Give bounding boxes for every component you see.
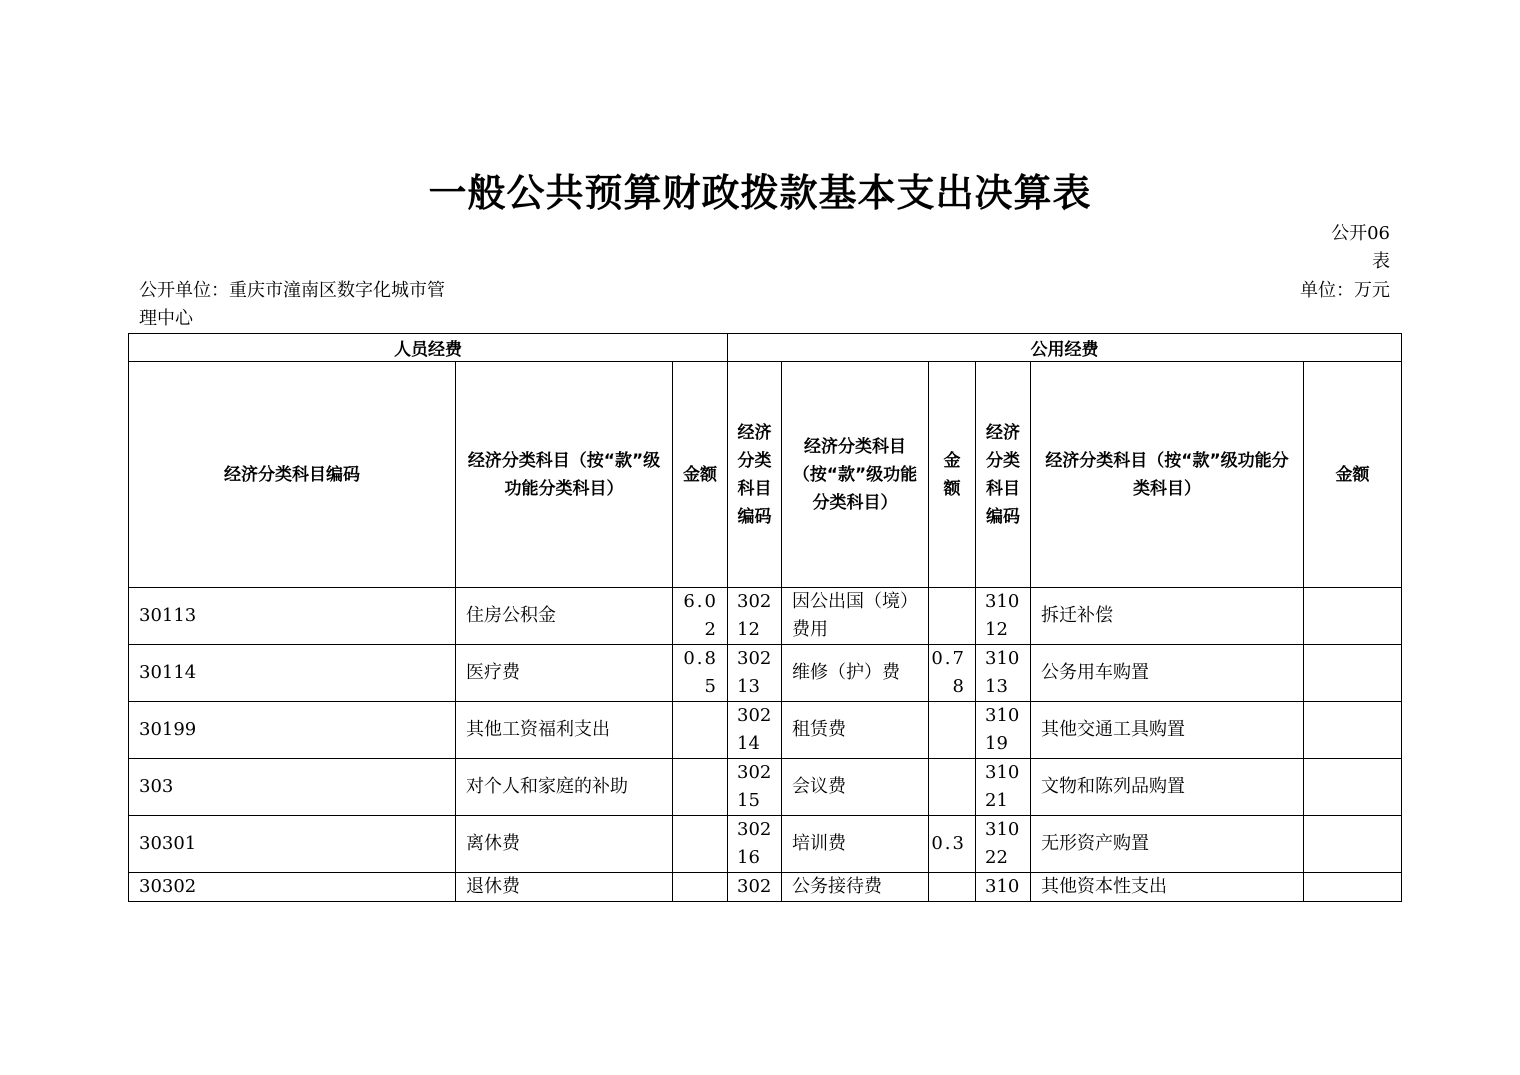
cell-subject: 因公出国（境）费用 <box>782 588 929 645</box>
cell-amount <box>673 702 728 759</box>
group-header-personnel: 人员经费 <box>129 334 728 362</box>
cell-code: 30213 <box>728 645 782 702</box>
header-amount: 金额 <box>673 362 728 588</box>
column-header-row <box>129 362 1402 588</box>
cell-amount <box>929 588 976 645</box>
cell-amount <box>673 759 728 816</box>
cell-amount: 0.85 <box>673 645 728 702</box>
table-row <box>129 588 1402 645</box>
cell-amount <box>673 873 728 902</box>
cell-subject: 无形资产购置 <box>1031 816 1304 873</box>
cell-code: 30216 <box>728 816 782 873</box>
page-title: 一般公共预算财政拨款基本支出决算表 <box>428 170 1092 215</box>
expenditure-table <box>128 333 1402 902</box>
cell-subject: 其他资本性支出 <box>1031 873 1304 902</box>
header-amount: 金额 <box>1304 362 1402 588</box>
cell-code: 303 <box>129 759 456 816</box>
cell-subject: 会议费 <box>782 759 929 816</box>
cell-subject: 退休费 <box>456 873 673 902</box>
cell-subject: 培训费 <box>782 816 929 873</box>
form-number: 公开06表 <box>1331 223 1390 272</box>
cell-amount <box>1304 702 1402 759</box>
cell-amount: 6.02 <box>673 588 728 645</box>
cell-code: 302 <box>728 873 782 902</box>
cell-amount: 0.3 <box>929 816 976 873</box>
header-code: 经济分类科目编码 <box>129 362 456 588</box>
cell-subject: 住房公积金 <box>456 588 673 645</box>
cell-code: 31019 <box>976 702 1031 759</box>
header-subject: 经济分类科目（按“款”级功能分类科目） <box>1031 362 1304 588</box>
cell-code: 31012 <box>976 588 1031 645</box>
cell-code: 31013 <box>976 645 1031 702</box>
cell-code: 30302 <box>129 873 456 902</box>
table-row <box>129 702 1402 759</box>
cell-subject: 公务接待费 <box>782 873 929 902</box>
cell-amount <box>929 873 976 902</box>
cell-subject: 文物和陈列品购置 <box>1031 759 1304 816</box>
cell-subject: 公务用车购置 <box>1031 645 1304 702</box>
cell-amount <box>929 702 976 759</box>
cell-amount <box>1304 816 1402 873</box>
cell-subject: 对个人和家庭的补助 <box>456 759 673 816</box>
cell-subject: 其他交通工具购置 <box>1031 702 1304 759</box>
header-code: 经济分类科目编码 <box>728 362 782 588</box>
cell-amount <box>673 816 728 873</box>
header-subject: 经济分类科目（按“款”级功能分类科目） <box>456 362 673 588</box>
cell-code: 30199 <box>129 702 456 759</box>
cell-amount <box>1304 588 1402 645</box>
cell-subject: 维修（护）费 <box>782 645 929 702</box>
cell-code: 30114 <box>129 645 456 702</box>
cell-amount <box>929 759 976 816</box>
cell-amount <box>1304 645 1402 702</box>
cell-code: 31022 <box>976 816 1031 873</box>
cell-code: 30214 <box>728 702 782 759</box>
header-amount: 金额 <box>929 362 976 588</box>
cell-code: 31021 <box>976 759 1031 816</box>
unit-of-measure: 单位：万元 <box>1300 280 1390 301</box>
cell-code: 310 <box>976 873 1031 902</box>
header-code: 经济分类科目编码 <box>976 362 1031 588</box>
cell-subject: 拆迁补偿 <box>1031 588 1304 645</box>
table-row <box>129 873 1402 902</box>
cell-subject: 其他工资福利支出 <box>456 702 673 759</box>
cell-code: 30212 <box>728 588 782 645</box>
group-header-public: 公用经费 <box>728 334 1402 362</box>
cell-code: 30113 <box>129 588 456 645</box>
cell-subject: 医疗费 <box>456 645 673 702</box>
cell-subject: 离休费 <box>456 816 673 873</box>
table-row <box>129 816 1402 873</box>
cell-amount <box>1304 873 1402 902</box>
cell-code: 30301 <box>129 816 456 873</box>
header-subject: 经济分类科目（按“款”级功能分类科目） <box>782 362 929 588</box>
table-row <box>129 645 1402 702</box>
cell-amount <box>1304 759 1402 816</box>
cell-code: 30215 <box>728 759 782 816</box>
table-row <box>129 759 1402 816</box>
cell-amount: 0.78 <box>929 645 976 702</box>
reporting-unit: 公开单位：重庆市潼南区数字化城市管理中心 <box>139 280 445 329</box>
cell-subject: 租赁费 <box>782 702 929 759</box>
group-header-row <box>129 334 1402 362</box>
